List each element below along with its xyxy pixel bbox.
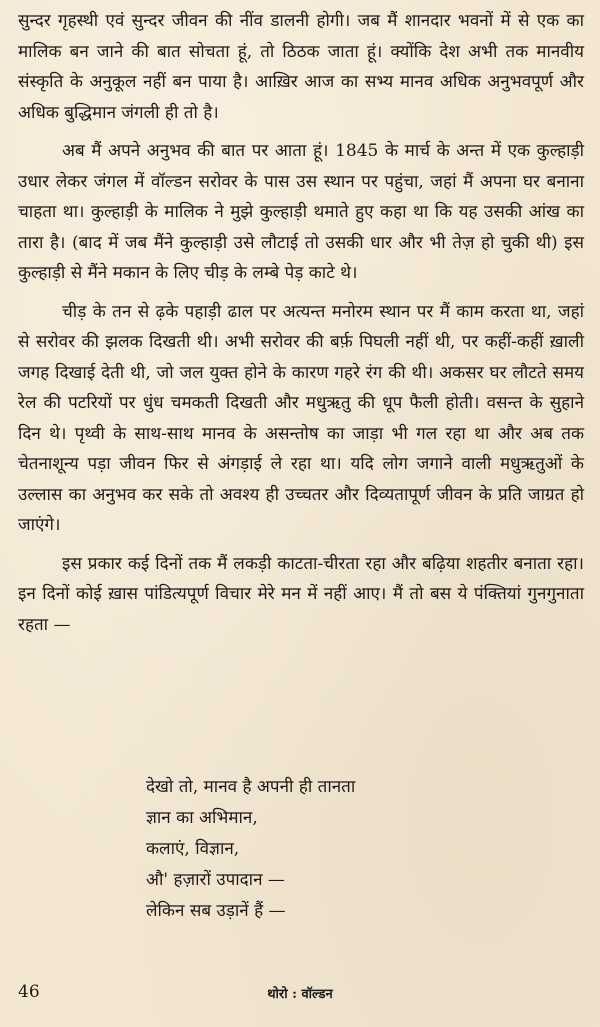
paragraph-1: सुन्दर गृहस्थी एवं सुन्दर जीवन की नींव डालनी होगी। जब मैं शानदार भवनों में से एक का मालिक बन जाने की बात सोचता हूं, तो ठिठक जाता हूं। क्योंकि देश अभी तक मानवीय संस्कृति के अनुकूल नहीं बन पाया है। आख़िर आज का सभ्य मानव अधिक अनुभवपूर्ण और अधिक बुद्धिमान जंगली ही तो है।	[18, 11, 584, 123]
paragraph-3: चीड़ के तन से ढ़के पहाड़ी ढाल पर अत्यन्त मनोरम स्थान पर मैं काम करता था, जहां से सरोवर की झलक दिखती थी। अभी सरोवर की बर्फ़ पिघली नहीं थी, पर कहीं-कहीं ख़ाली जगह दिखाई देती थी, जो जल युक्त होने के कारण गहरे रंग की थी। अकसर घर लौटते समय रेल की पटरियों पर धुंध चमकती दिखती और मधुऋतु की धूप फैली होती। वसन्त के सुहाने दिन थे। पृथ्वी के साथ-साथ मानव के असन्तोष का जाड़ा भी गल रहा था और अब तक चेतनाशून्य पड़ा जीवन फिर से अंगड़ाई ले रहा था। यदि लोग जगाने वाली मधुऋतुओं के उल्लास का अनुभव कर सके तो अवश्य ही उच्चतर और दिव्यतापूर्ण जीवन के प्रति जाग्रत हो जाएंगे।	[18, 301, 584, 535]
page-footer	[18, 982, 582, 1006]
poem-line-2: ज्ञान का अभिमान,	[146, 808, 258, 828]
poem-line-3: कलाएं, विज्ञान,	[146, 839, 240, 859]
paragraph-2: अब मैं अपने अनुभव की बात पर आता हूं। 1845 के मार्च के अन्त में एक कुल्हाड़ी उधार लेकर जंगल में वॉल्डन सरोवर के पास उस स्थान पर पहुंचा, जहां मैं अपना घर बनाना चाहता था। कुल्हाड़ी के मालिक ने मुझे कुल्हाड़ी थमाते हुए कहा था कि यह उसकी आंख का तारा है। (बाद में जब मैंने कुल्हाड़ी उसे लौटाई तो उसकी धार और भी तेज़ हो चुकी थी) इस कुल्हाड़ी से मैंने मकान के लिए चीड़ के लम्बे पेड़ काटे थे।	[18, 141, 584, 283]
poem-line-1: देखो तो, मानव है अपनी ही तानता	[146, 777, 356, 797]
poem-block	[146, 772, 566, 927]
running-title: थोरो : वॉल्डन	[267, 987, 333, 1002]
page-number: 46	[18, 982, 40, 1002]
paragraph-4: इस प्रकार कई दिनों तक मैं लकड़ी काटता-चीरता रहा और बढ़िया शहतीर बनाता रहा। इन दिनों कोई ख़ास पांडित्यपूर्ण विचार मेरे मन में नहीं आए। मैं तो बस ये पंक्तियां गुनगुनाता रहता —	[18, 553, 584, 635]
body-text	[18, 6, 584, 640]
poem-line-5: लेकिन सब उड़ानें हैं —	[146, 901, 286, 921]
poem-line-4: औ' हज़ारों उपादान —	[146, 870, 285, 890]
